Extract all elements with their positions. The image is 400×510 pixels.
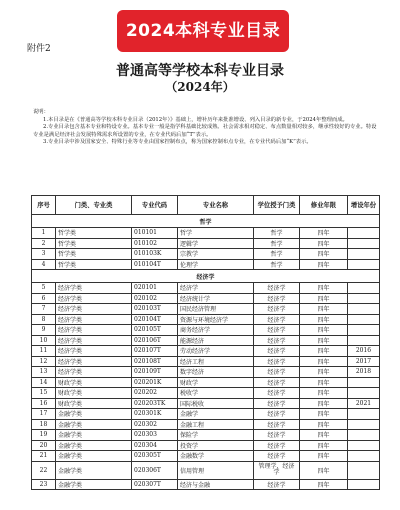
row-index: 13 bbox=[32, 367, 56, 378]
row-duration: 四年 bbox=[300, 440, 348, 451]
row-category: 金融学类 bbox=[56, 430, 132, 441]
row-index: 17 bbox=[32, 409, 56, 420]
row-category: 哲学类 bbox=[56, 228, 132, 239]
row-year-added bbox=[348, 304, 380, 315]
header-degree: 学位授予门类 bbox=[254, 196, 300, 215]
row-index: 8 bbox=[32, 314, 56, 325]
note-1: 1.本目录是在《普通高等学校本科专业目录（2012年）》基础上，增补历年来批准增设、列入目录的新专业，于2024年整理而成。 bbox=[43, 116, 348, 123]
row-major-name: 经济工程 bbox=[178, 356, 254, 367]
row-degree: 哲学 bbox=[254, 259, 300, 270]
row-duration: 四年 bbox=[300, 419, 348, 430]
table-row bbox=[32, 479, 380, 490]
row-category: 经济学类 bbox=[56, 346, 132, 357]
table-row bbox=[32, 356, 380, 367]
row-degree: 经济学 bbox=[254, 293, 300, 304]
note-2: 2.专业目录包含基本专业和特设专业。基本专业一般是指学科基础比较成熟、社会需求相对稳定、布点数量相对较多，继承性较好的专业。特设专业是满足经济社会发展特殊需求所设置的专业，在专业代码后加“T”表示。 bbox=[33, 124, 377, 138]
document-title: 普通高等学校本科专业目录 bbox=[116, 63, 284, 79]
row-duration: 四年 bbox=[300, 451, 348, 462]
row-year-added bbox=[348, 440, 380, 451]
table-header-row bbox=[32, 196, 380, 215]
table-row bbox=[32, 293, 380, 304]
major-catalog-table bbox=[31, 195, 380, 490]
table-row bbox=[32, 440, 380, 451]
section-row bbox=[32, 270, 380, 283]
row-duration: 四年 bbox=[300, 346, 348, 357]
table-row bbox=[32, 398, 380, 409]
row-code: 020109T bbox=[132, 367, 178, 378]
row-category: 财政学类 bbox=[56, 388, 132, 399]
row-duration: 四年 bbox=[300, 388, 348, 399]
table-row bbox=[32, 249, 380, 260]
row-index: 11 bbox=[32, 346, 56, 357]
table-row bbox=[32, 325, 380, 336]
row-index: 4 bbox=[32, 259, 56, 270]
row-major-name: 国民经济管理 bbox=[178, 304, 254, 315]
row-code: 010102 bbox=[132, 238, 178, 249]
notes-block bbox=[33, 109, 381, 147]
row-category: 财政学类 bbox=[56, 398, 132, 409]
section-title: 哲学 bbox=[32, 215, 380, 228]
table-row bbox=[32, 451, 380, 462]
row-year-added bbox=[348, 419, 380, 430]
table-row bbox=[32, 228, 380, 239]
row-code: 020304 bbox=[132, 440, 178, 451]
row-category: 经济学类 bbox=[56, 325, 132, 336]
row-duration: 四年 bbox=[300, 479, 348, 490]
table-row bbox=[32, 419, 380, 430]
table-row bbox=[32, 335, 380, 346]
row-duration: 四年 bbox=[300, 293, 348, 304]
row-duration: 四年 bbox=[300, 356, 348, 367]
table-row bbox=[32, 346, 380, 357]
row-degree: 经济学 bbox=[254, 388, 300, 399]
row-year-added: 2017 bbox=[348, 356, 380, 367]
row-year-added bbox=[348, 238, 380, 249]
table-row bbox=[32, 409, 380, 420]
section-row bbox=[32, 215, 380, 228]
header-major-name: 专业名称 bbox=[178, 196, 254, 215]
row-degree: 经济学 bbox=[254, 325, 300, 336]
row-index: 1 bbox=[32, 228, 56, 239]
table-row bbox=[32, 283, 380, 294]
row-duration: 四年 bbox=[300, 228, 348, 239]
row-degree: 哲学 bbox=[254, 249, 300, 260]
row-year-added bbox=[348, 335, 380, 346]
header-duration: 修业年限 bbox=[300, 196, 348, 215]
row-index: 10 bbox=[32, 335, 56, 346]
table-row bbox=[32, 259, 380, 270]
row-category: 金融学类 bbox=[56, 409, 132, 420]
row-code: 020101 bbox=[132, 283, 178, 294]
row-duration: 四年 bbox=[300, 367, 348, 378]
row-degree: 经济学 bbox=[254, 283, 300, 294]
title-banner: 2024本科专业目录 bbox=[117, 10, 289, 52]
row-duration: 四年 bbox=[300, 335, 348, 346]
row-code: 020201K bbox=[132, 377, 178, 388]
table-row bbox=[32, 367, 380, 378]
row-degree: 经济学 bbox=[254, 356, 300, 367]
row-year-added: 2021 bbox=[348, 398, 380, 409]
table-row bbox=[32, 388, 380, 399]
row-code: 010104T bbox=[132, 259, 178, 270]
row-index: 14 bbox=[32, 377, 56, 388]
row-code: 020305T bbox=[132, 451, 178, 462]
row-year-added bbox=[348, 314, 380, 325]
header-index: 序号 bbox=[32, 196, 56, 215]
row-category: 金融学类 bbox=[56, 419, 132, 430]
row-major-name: 财政学 bbox=[178, 377, 254, 388]
row-major-name: 经济学 bbox=[178, 283, 254, 294]
row-code: 020103T bbox=[132, 304, 178, 315]
notes-heading: 说明： bbox=[33, 109, 49, 115]
row-major-name: 能源经济 bbox=[178, 335, 254, 346]
row-index: 12 bbox=[32, 356, 56, 367]
row-major-name: 宗教学 bbox=[178, 249, 254, 260]
row-degree: 哲学 bbox=[254, 238, 300, 249]
row-major-name: 金融工程 bbox=[178, 419, 254, 430]
row-degree: 经济学 bbox=[254, 430, 300, 441]
row-year-added bbox=[348, 325, 380, 336]
row-code: 010101 bbox=[132, 228, 178, 239]
row-year-added bbox=[348, 259, 380, 270]
document-year: （2024年） bbox=[165, 80, 235, 94]
row-duration: 四年 bbox=[300, 314, 348, 325]
row-year-added bbox=[348, 283, 380, 294]
row-major-name: 保险学 bbox=[178, 430, 254, 441]
row-year-added bbox=[348, 461, 380, 479]
row-category: 哲学类 bbox=[56, 238, 132, 249]
row-category: 经济学类 bbox=[56, 314, 132, 325]
row-category: 哲学类 bbox=[56, 249, 132, 260]
row-index: 16 bbox=[32, 398, 56, 409]
row-code: 010103K bbox=[132, 249, 178, 260]
row-code: 020307T bbox=[132, 479, 178, 490]
row-duration: 四年 bbox=[300, 377, 348, 388]
row-major-name: 资源与环境经济学 bbox=[178, 314, 254, 325]
row-category: 经济学类 bbox=[56, 293, 132, 304]
row-category: 财政学类 bbox=[56, 377, 132, 388]
appendix-label: 附件2 bbox=[27, 44, 51, 54]
row-category: 金融学类 bbox=[56, 461, 132, 479]
row-year-added: 2018 bbox=[348, 367, 380, 378]
table-row bbox=[32, 461, 380, 479]
row-major-name: 金融学 bbox=[178, 409, 254, 420]
row-degree: 哲学 bbox=[254, 228, 300, 239]
row-year-added bbox=[348, 451, 380, 462]
row-category: 经济学类 bbox=[56, 335, 132, 346]
row-category: 金融学类 bbox=[56, 479, 132, 490]
row-index: 2 bbox=[32, 238, 56, 249]
row-code: 020104T bbox=[132, 314, 178, 325]
row-index: 22 bbox=[32, 461, 56, 479]
header-year-added: 增设年份 bbox=[348, 196, 380, 215]
row-index: 5 bbox=[32, 283, 56, 294]
row-index: 20 bbox=[32, 440, 56, 451]
row-year-added bbox=[348, 430, 380, 441]
row-code: 020107T bbox=[132, 346, 178, 357]
row-major-name: 经济与金融 bbox=[178, 479, 254, 490]
row-major-name: 哲学 bbox=[178, 228, 254, 239]
row-major-name: 经济统计学 bbox=[178, 293, 254, 304]
table-row bbox=[32, 377, 380, 388]
row-category: 金融学类 bbox=[56, 451, 132, 462]
row-major-name: 劳动经济学 bbox=[178, 346, 254, 357]
row-category: 经济学类 bbox=[56, 304, 132, 315]
row-duration: 四年 bbox=[300, 283, 348, 294]
row-duration: 四年 bbox=[300, 259, 348, 270]
row-code: 020102 bbox=[132, 293, 178, 304]
row-major-name: 投资学 bbox=[178, 440, 254, 451]
row-duration: 四年 bbox=[300, 304, 348, 315]
row-category: 经济学类 bbox=[56, 367, 132, 378]
row-code: 020306T bbox=[132, 461, 178, 479]
row-degree: 经济学 bbox=[254, 314, 300, 325]
section-title: 经济学 bbox=[32, 270, 380, 283]
row-duration: 四年 bbox=[300, 409, 348, 420]
header-code: 专业代码 bbox=[132, 196, 178, 215]
row-year-added bbox=[348, 228, 380, 239]
row-degree: 经济学 bbox=[254, 409, 300, 420]
table-row bbox=[32, 304, 380, 315]
row-degree: 经济学 bbox=[254, 479, 300, 490]
row-code: 020303 bbox=[132, 430, 178, 441]
row-major-name: 伦理学 bbox=[178, 259, 254, 270]
row-category: 哲学类 bbox=[56, 259, 132, 270]
row-year-added bbox=[348, 249, 380, 260]
row-major-name: 国际税收 bbox=[178, 398, 254, 409]
row-degree: 管理学，经济学 bbox=[254, 461, 300, 479]
row-category: 经济学类 bbox=[56, 283, 132, 294]
row-index: 6 bbox=[32, 293, 56, 304]
row-index: 19 bbox=[32, 430, 56, 441]
row-major-name: 商务经济学 bbox=[178, 325, 254, 336]
row-major-name: 金融数学 bbox=[178, 451, 254, 462]
row-year-added bbox=[348, 388, 380, 399]
row-degree: 经济学 bbox=[254, 398, 300, 409]
row-year-added bbox=[348, 479, 380, 490]
row-code: 020203TK bbox=[132, 398, 178, 409]
table-row bbox=[32, 314, 380, 325]
row-code: 020106T bbox=[132, 335, 178, 346]
row-year-added bbox=[348, 377, 380, 388]
row-major-name: 税收学 bbox=[178, 388, 254, 399]
row-index: 7 bbox=[32, 304, 56, 315]
row-index: 21 bbox=[32, 451, 56, 462]
table-row bbox=[32, 238, 380, 249]
row-code: 020108T bbox=[132, 356, 178, 367]
note-3: 3.专业目录中涉及国家安全、特殊行业等专业由国家控制布点，称为国家控制布点专业，在专业代码后加“K”表示。 bbox=[43, 139, 312, 146]
row-year-added bbox=[348, 409, 380, 420]
row-degree: 经济学 bbox=[254, 440, 300, 451]
row-duration: 四年 bbox=[300, 430, 348, 441]
row-major-name: 逻辑学 bbox=[178, 238, 254, 249]
row-degree: 经济学 bbox=[254, 304, 300, 315]
row-duration: 四年 bbox=[300, 238, 348, 249]
row-code: 020105T bbox=[132, 325, 178, 336]
row-degree: 经济学 bbox=[254, 335, 300, 346]
row-code: 020202 bbox=[132, 388, 178, 399]
row-index: 3 bbox=[32, 249, 56, 260]
row-duration: 四年 bbox=[300, 249, 348, 260]
row-year-added: 2016 bbox=[348, 346, 380, 357]
row-duration: 四年 bbox=[300, 398, 348, 409]
row-index: 15 bbox=[32, 388, 56, 399]
row-index: 18 bbox=[32, 419, 56, 430]
table-row bbox=[32, 430, 380, 441]
row-degree: 经济学 bbox=[254, 419, 300, 430]
row-major-name: 数字经济 bbox=[178, 367, 254, 378]
header-category: 门类、专业类 bbox=[56, 196, 132, 215]
row-index: 23 bbox=[32, 479, 56, 490]
row-code: 020302 bbox=[132, 419, 178, 430]
row-major-name: 信用管理 bbox=[178, 461, 254, 479]
row-degree: 经济学 bbox=[254, 367, 300, 378]
row-code: 020301K bbox=[132, 409, 178, 420]
row-year-added bbox=[348, 293, 380, 304]
row-degree: 经济学 bbox=[254, 346, 300, 357]
row-duration: 四年 bbox=[300, 325, 348, 336]
row-category: 金融学类 bbox=[56, 440, 132, 451]
row-degree: 经济学 bbox=[254, 451, 300, 462]
row-index: 9 bbox=[32, 325, 56, 336]
row-degree: 经济学 bbox=[254, 377, 300, 388]
row-category: 经济学类 bbox=[56, 356, 132, 367]
row-duration: 四年 bbox=[300, 461, 348, 479]
